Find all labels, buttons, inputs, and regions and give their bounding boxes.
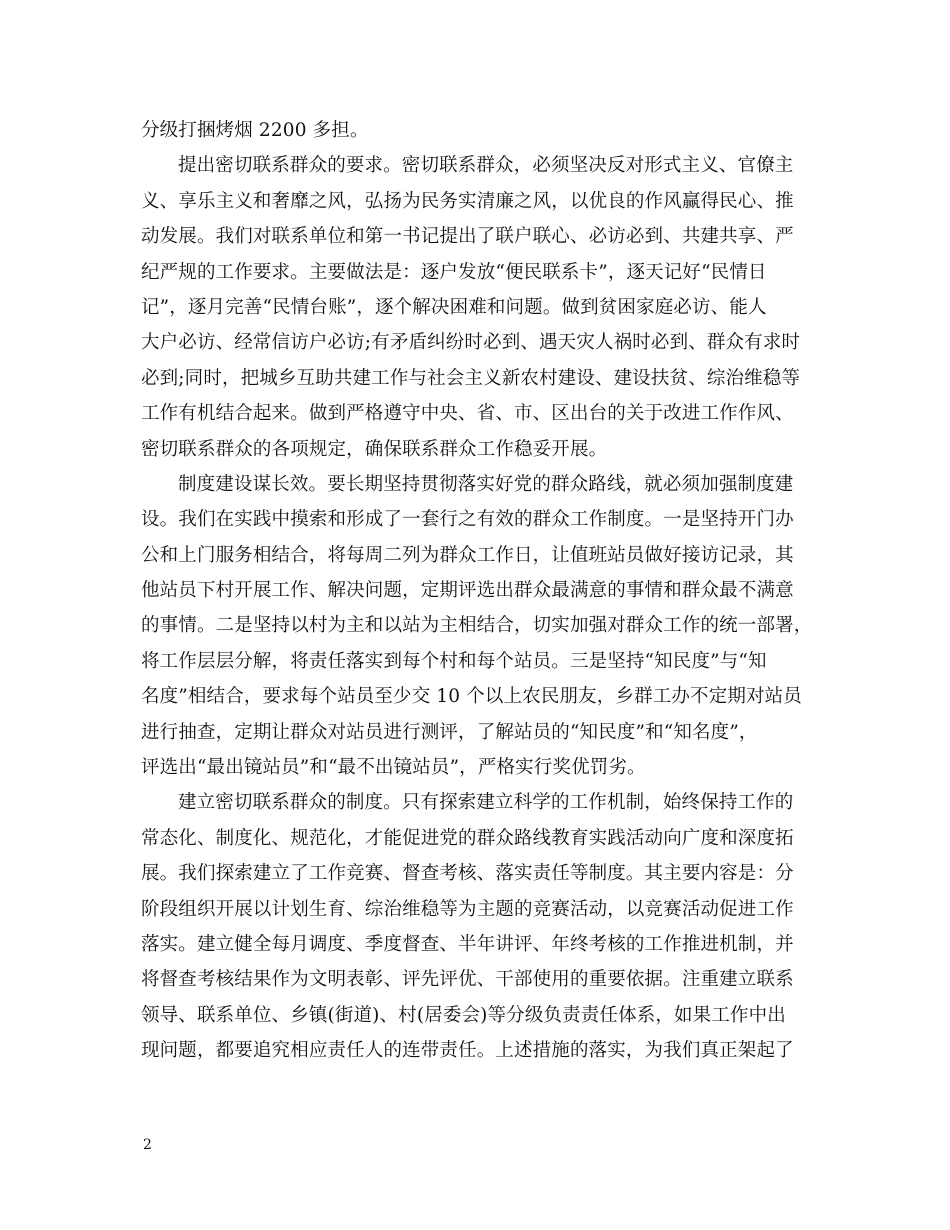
text-line: 评选出“最出镜站员”和“最不出镜站员”，严格实行奖优罚劣。 — [141, 757, 646, 779]
text-line: 进行抽查，定期让群众对站员进行测评，了解站员的“知民度”和“知名度”， — [141, 721, 758, 743]
page-number: 2 — [143, 1137, 152, 1153]
text-line: 领导、联系单位、乡镇(街道)、村(居委会)等分级负责责任体系，如果工作中出 — [141, 1004, 786, 1026]
text-line: 密切联系群众的各项规定，确保联系群众工作稳妥开展。 — [141, 438, 608, 460]
text-line: 现问题，都要追究相应责任人的连带责任。上述措施的落实，为我们真正架起了 — [141, 1040, 794, 1062]
text-line: 必到;同时，把城乡互助共建工作与社会主义新农村建设、建设扶贫、综治维稳等 — [141, 367, 801, 389]
text-line: 常态化、制度化、规范化，才能促进党的群众路线教育实践活动向广度和深度拓 — [141, 827, 794, 849]
text-line: 大户必访、经常信访户必访;有矛盾纠纷时必到、遇天灾人祸时必到、群众有求时 — [141, 332, 801, 354]
text-line: 展。我们探索建立了工作竞赛、督查考核、落实责任等制度。其主要内容是：分 — [141, 863, 794, 885]
body-text — [141, 113, 816, 1069]
text-line: 义、享乐主义和奢靡之风，弘扬为民务实清廉之风，以优良的作风赢得民心、推 — [141, 190, 794, 212]
text-line: 设。我们在实践中摸索和形成了一套行之有效的群众工作制度。一是坚持开门办 — [141, 509, 794, 531]
text-line: 动发展。我们对联系单位和第一书记提出了联户联心、必访必到、共建共享、严 — [141, 226, 794, 248]
text-line: 分级打捆烤烟 2200 多担。 — [141, 120, 369, 141]
paragraph-first-line: 提出密切联系群众的要求。密切联系群众，必须坚决反对形式主义、官僚主 — [178, 155, 794, 177]
text-line: 名度”相结合，要求每个站员至少交 10 个以上农民朋友，乡群工办不定期对站员 — [141, 686, 802, 708]
text-line: 的事情。二是坚持以村为主和以站为主相结合，切实加强对群众工作的统一部署， — [141, 615, 813, 637]
paragraph-first-line: 建立密切联系群众的制度。只有探索建立科学的工作机制，始终保持工作的 — [178, 792, 794, 814]
paragraph-first-line: 制度建设谋长效。要长期坚持贯彻落实好党的群众路线，就必须加强制度建 — [178, 473, 794, 495]
text-line: 阶段组织开展以计划生育、综治维稳等为主题的竞赛活动，以竞赛活动促进工作 — [141, 898, 794, 920]
text-line: 落实。建立健全每月调度、季度督查、半年讲评、年终考核的工作推进机制，并 — [141, 933, 794, 955]
text-line: 工作有机结合起来。做到严格遵守中央、省、市、区出台的关于改进工作作风、 — [141, 403, 794, 425]
text-line: 公和上门服务相结合，将每周二列为群众工作日，让值班站员做好接访记录，其 — [141, 544, 794, 566]
text-line: 他站员下村开展工作、解决问题，定期评选出群众最满意的事情和群众最不满意 — [141, 580, 794, 602]
text-line: 将工作层层分解，将责任落实到每个村和每个站员。三是坚持“知民度”与“知 — [141, 650, 767, 672]
text-line: 记”，逐月完善“民情台账”，逐个解决困难和问题。做到贫困家庭必访、能人 — [141, 296, 767, 318]
text-line: 将督查考核结果作为文明表彰、评先评优、干部使用的重要依据。注重建立联系 — [141, 969, 794, 991]
text-line: 纪严规的工作要求。主要做法是：逐户发放“便民联系卡”，逐天记好“民情日 — [141, 261, 767, 283]
